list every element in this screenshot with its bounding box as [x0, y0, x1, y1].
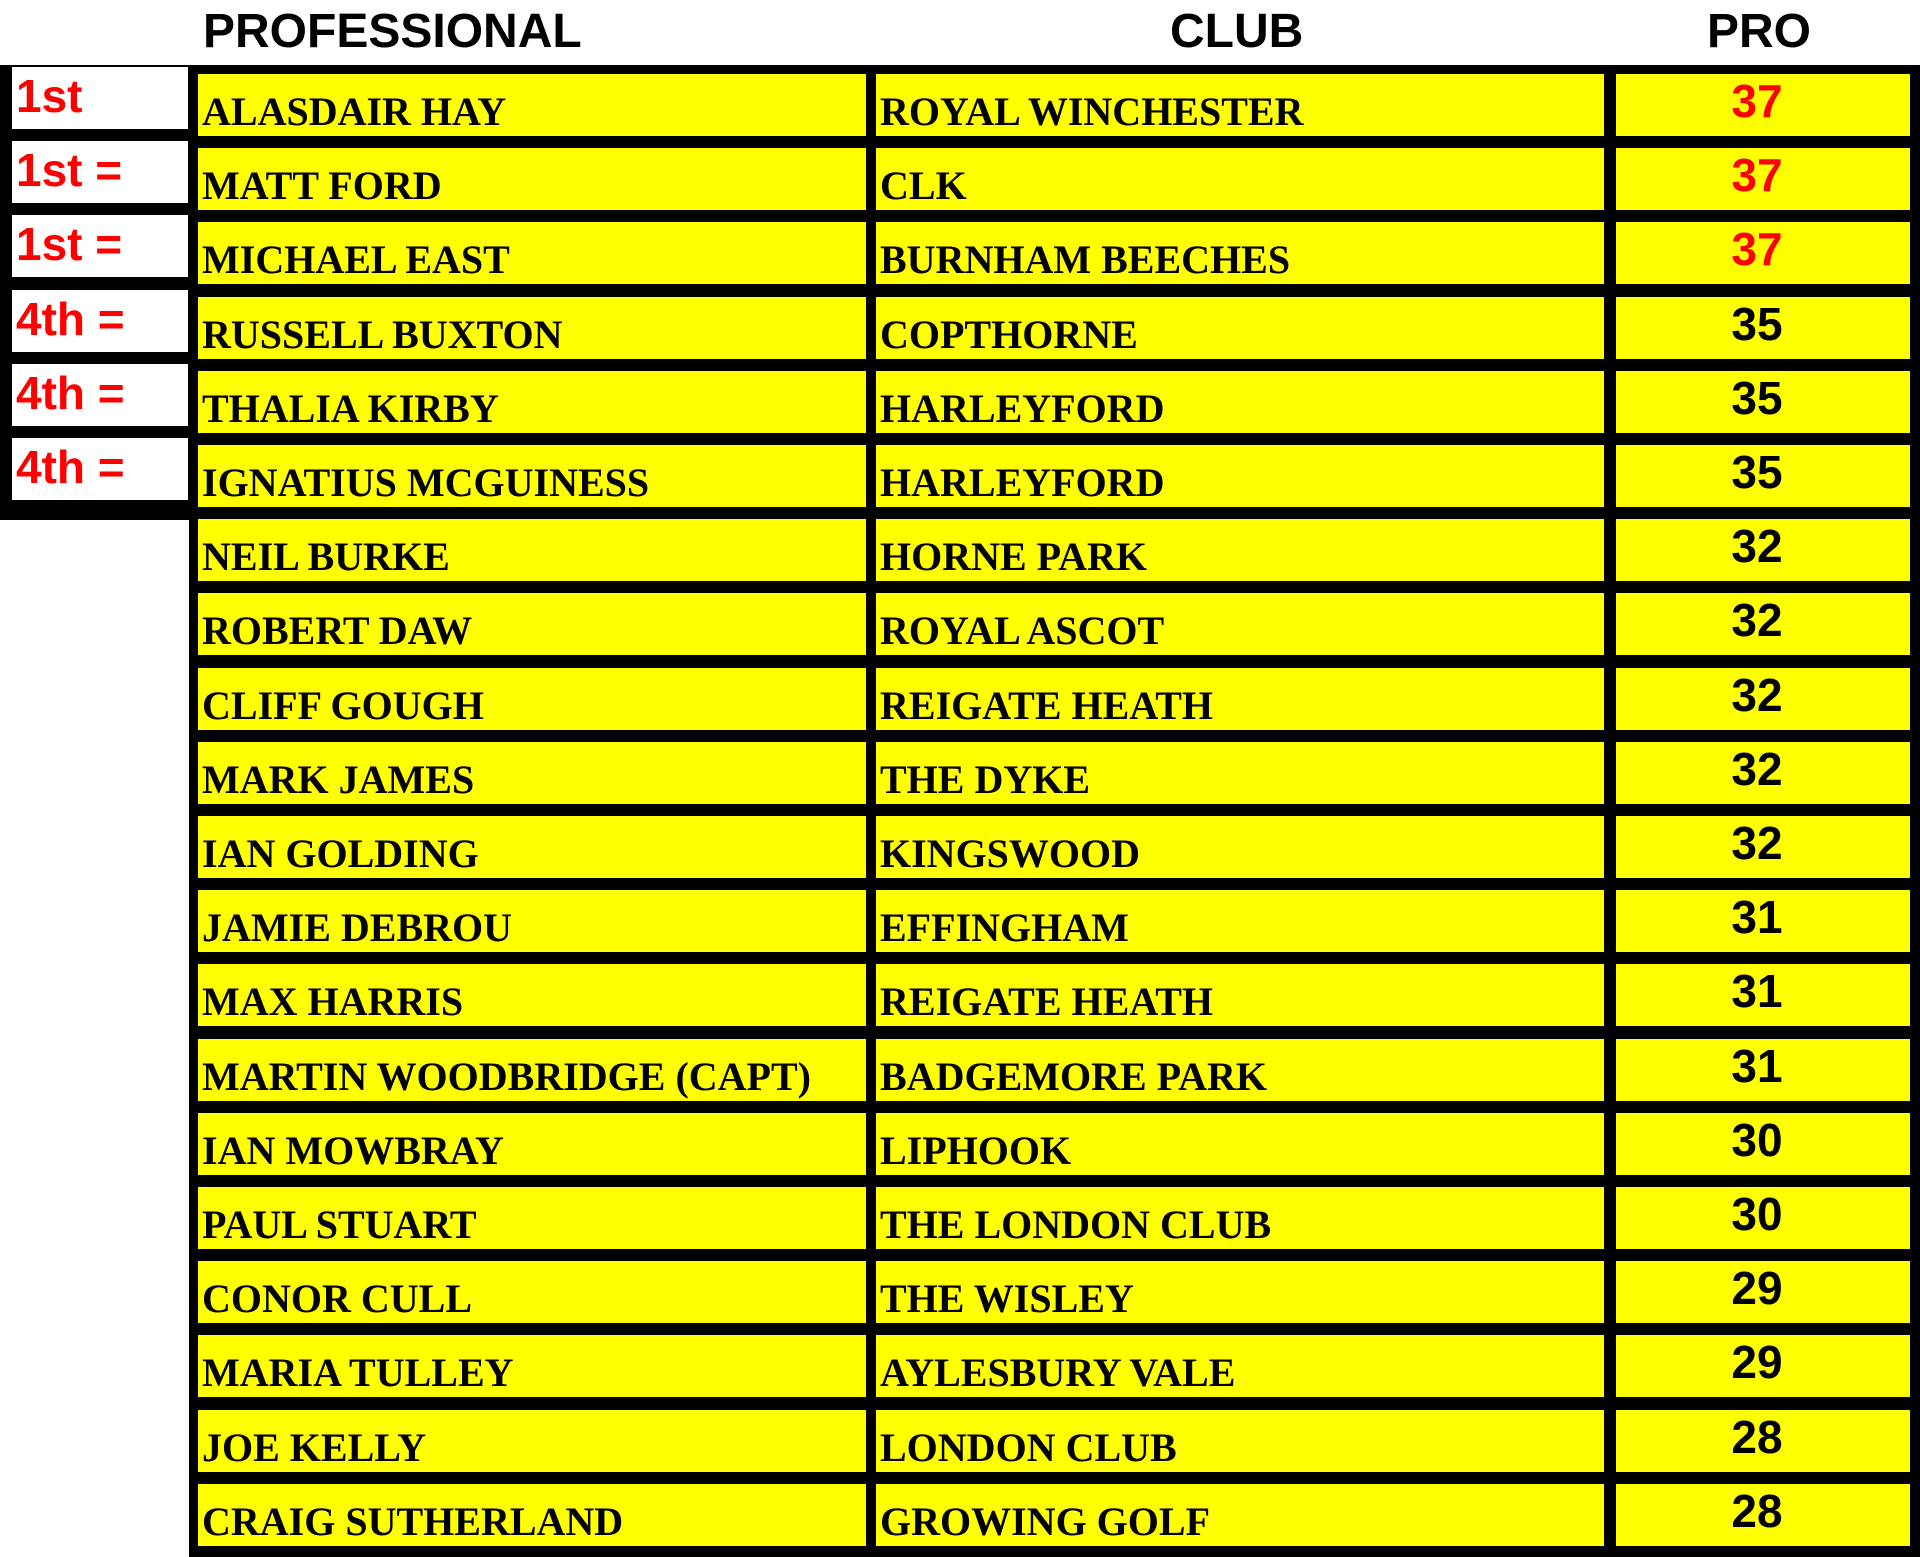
- club-cell: REIGATE HEATH: [876, 668, 1604, 730]
- pro-score-cell: 30: [1616, 1187, 1910, 1249]
- club-cell: BURNHAM BEECHES: [876, 222, 1604, 284]
- club-cell: AYLESBURY VALE: [876, 1335, 1604, 1397]
- professional-name-cell: MARK JAMES: [198, 742, 866, 804]
- table-row: [0, 65, 1920, 139]
- table-row: [0, 733, 1920, 807]
- pro-score-cell: 32: [1616, 668, 1910, 730]
- club-cell: ROYAL WINCHESTER: [876, 74, 1604, 136]
- table-row: [0, 1475, 1920, 1549]
- header-professional: PROFESSIONAL: [203, 5, 582, 58]
- professional-name-cell: JAMIE DEBROU: [198, 890, 866, 952]
- table-row: [0, 1326, 1920, 1400]
- rank-cell: 1st =: [12, 141, 188, 203]
- table-row: [0, 213, 1920, 287]
- club-cell: LIPHOOK: [876, 1113, 1604, 1175]
- professional-name-cell: MAX HARRIS: [198, 964, 866, 1026]
- club-cell: ROYAL ASCOT: [876, 593, 1604, 655]
- rank-cell: 4th =: [12, 438, 188, 500]
- table-row: [0, 1030, 1920, 1104]
- rank-cell: 4th =: [12, 290, 188, 352]
- pro-score-cell: 37: [1616, 148, 1910, 210]
- pro-score-cell: 32: [1616, 593, 1910, 655]
- table-row: [0, 288, 1920, 362]
- club-cell: GROWING GOLF: [876, 1484, 1604, 1546]
- club-cell: BADGEMORE PARK: [876, 1039, 1604, 1101]
- table-row: [0, 436, 1920, 510]
- club-cell: THE LONDON CLUB: [876, 1187, 1604, 1249]
- pro-score-cell: 35: [1616, 445, 1910, 507]
- pro-score-cell: 31: [1616, 1039, 1910, 1101]
- professional-name-cell: CRAIG SUTHERLAND: [198, 1484, 866, 1546]
- club-cell: HORNE PARK: [876, 519, 1604, 581]
- professional-name-cell: MICHAEL EAST: [198, 222, 866, 284]
- pro-score-cell: 28: [1616, 1410, 1910, 1472]
- professional-name-cell: ROBERT DAW: [198, 593, 866, 655]
- table-row: [0, 510, 1920, 584]
- rank-cell: 1st =: [12, 215, 188, 277]
- header-pro: PRO: [1707, 5, 1812, 58]
- pro-score-cell: 32: [1616, 816, 1910, 878]
- pro-score-cell: 29: [1616, 1261, 1910, 1323]
- pro-score-cell: 35: [1616, 297, 1910, 359]
- table-row: [0, 807, 1920, 881]
- pro-score-cell: 28: [1616, 1484, 1910, 1546]
- professional-name-cell: MARTIN WOODBRIDGE (CAPT): [198, 1039, 866, 1101]
- pro-score-cell: 37: [1616, 222, 1910, 284]
- club-cell: LONDON CLUB: [876, 1410, 1604, 1472]
- rank-cell: 1st: [12, 67, 188, 129]
- professional-name-cell: NEIL BURKE: [198, 519, 866, 581]
- club-cell: THE WISLEY: [876, 1261, 1604, 1323]
- club-cell: CLK: [876, 148, 1604, 210]
- professional-name-cell: PAUL STUART: [198, 1187, 866, 1249]
- club-cell: THE DYKE: [876, 742, 1604, 804]
- table-row: [0, 1252, 1920, 1326]
- pro-score-cell: 30: [1616, 1113, 1910, 1175]
- column-headers: [0, 0, 1920, 64]
- professional-name-cell: MARIA TULLEY: [198, 1335, 866, 1397]
- table-row: [0, 139, 1920, 213]
- table-row: [0, 955, 1920, 1029]
- pro-score-cell: 32: [1616, 519, 1910, 581]
- header-club: CLUB: [1170, 5, 1304, 58]
- table-row: [0, 1178, 1920, 1252]
- professional-name-cell: CLIFF GOUGH: [198, 668, 866, 730]
- table-row: [0, 1401, 1920, 1475]
- pro-score-cell: 37: [1616, 74, 1910, 136]
- pro-score-cell: 31: [1616, 964, 1910, 1026]
- professional-name-cell: CONOR CULL: [198, 1261, 866, 1323]
- professional-name-cell: IGNATIUS MCGUINESS: [198, 445, 866, 507]
- club-cell: COPTHORNE: [876, 297, 1604, 359]
- professional-name-cell: ALASDAIR HAY: [198, 74, 866, 136]
- professional-name-cell: IAN MOWBRAY: [198, 1113, 866, 1175]
- pro-score-cell: 35: [1616, 371, 1910, 433]
- table-row: [0, 881, 1920, 955]
- table-row: [0, 362, 1920, 436]
- professional-name-cell: MATT FORD: [198, 148, 866, 210]
- club-cell: HARLEYFORD: [876, 445, 1604, 507]
- club-cell: KINGSWOOD: [876, 816, 1604, 878]
- professional-name-cell: RUSSELL BUXTON: [198, 297, 866, 359]
- professional-name-cell: JOE KELLY: [198, 1410, 866, 1472]
- table-row: [0, 659, 1920, 733]
- pro-score-cell: 31: [1616, 890, 1910, 952]
- pro-score-cell: 32: [1616, 742, 1910, 804]
- table-row: [0, 1104, 1920, 1178]
- professional-name-cell: IAN GOLDING: [198, 816, 866, 878]
- club-cell: HARLEYFORD: [876, 371, 1604, 433]
- pro-score-cell: 29: [1616, 1335, 1910, 1397]
- table-row: [0, 584, 1920, 658]
- professional-name-cell: THALIA KIRBY: [198, 371, 866, 433]
- club-cell: EFFINGHAM: [876, 890, 1604, 952]
- club-cell: REIGATE HEATH: [876, 964, 1604, 1026]
- rank-cell: 4th =: [12, 364, 188, 426]
